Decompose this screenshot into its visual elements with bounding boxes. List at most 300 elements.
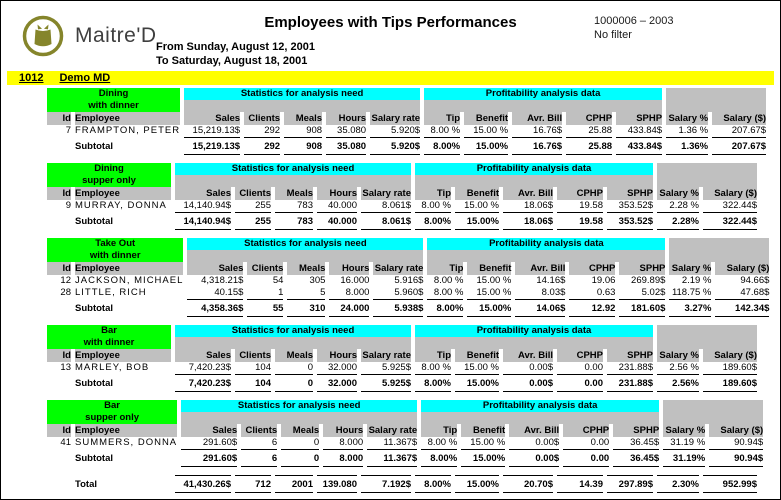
report-filter: No filter [594,29,632,41]
category-line2: with dinner [89,250,141,261]
column-header-row [47,349,757,362]
revenue-center-name: Demo MD [59,72,111,84]
subtotal-salary-pct: 3.27% [669,299,711,317]
col-header-salary-amt: Salary ($) [720,425,764,436]
cell-clients: 1 [278,287,284,298]
subtotal-clients: 6 [241,449,277,467]
cell-sphp: 231.88$ [618,362,653,373]
cell-tip: 8.00 % [421,200,451,211]
cell-salary-rate: 5.925$ [381,362,411,373]
cell-clients: 104 [255,362,271,373]
column-header-row [47,262,769,275]
cell-id-empty [47,475,71,493]
cell-sales: 291.60$ [202,437,238,448]
cell-meals: 305 [309,275,326,286]
profit-group-cell [415,163,653,187]
subtotal-tip: 8.00% [415,212,451,230]
cell-benefit: 15.00 % [476,287,512,298]
col-header-employee: Employee [75,188,120,199]
cell-benefit: 15.00 % [470,437,506,448]
col-header-benefit: Benefit [479,263,512,274]
col-header-sales: Sales [218,263,244,274]
col-header-sales: Sales [215,113,241,124]
col-header-cphp: CPHP [576,350,603,361]
category-line2: supper only [85,412,139,423]
cell-salary-pct: 1.36 % [678,125,709,136]
subtotal-hours: 40.000 [317,212,357,230]
subtotal-meals: 908 [284,137,322,155]
cell-salary-pct: 118.75 % [671,287,712,298]
col-header-salary-rate: Salary rate [371,113,421,124]
total-tip: 8.00% [415,475,451,493]
report-meta [594,14,674,42]
report-number: 1000006 – 2003 [594,15,674,27]
stats-group-cell [175,325,411,349]
cell-sphp: 36.45$ [630,437,660,448]
cell-salary-amt: 90.94$ [734,437,764,448]
total-row [47,475,757,493]
subtotal-clients: 104 [235,374,271,392]
col-header-meals: Meals [286,188,313,199]
subtotal-tip: 8.00% [421,449,457,467]
cell-sales: 15,219.13$ [192,125,241,136]
col-header-hours: Hours [329,350,357,361]
col-header-avr-bill: Avr. Bill [530,263,566,274]
total-avr-bill: 20.70$ [503,475,553,493]
category-line1: Dining [98,88,129,99]
employee-row [47,125,766,137]
cell-sphp: 433.84$ [627,125,663,136]
subtotal-hours: 35.080 [326,137,366,155]
stats-group-cell [181,400,417,424]
cell-meals: 0 [313,437,320,448]
cell-tip: 8.00 % [433,287,464,298]
cell-hours: 32.000 [327,362,357,373]
stats-group-cell [184,88,420,112]
category-line2: with dinner [83,337,135,348]
subtotal-salary-rate: 8.061$ [361,212,411,230]
col-header-salary-rate: Salary rate [362,350,411,361]
subtotal-clients: 55 [247,299,283,317]
total-salary-rate: 7.192$ [361,475,411,493]
cell-sales: 40.15$ [214,287,244,298]
cell-hours: 16.000 [340,275,370,286]
col-header-id: Id [62,188,71,199]
cell-salary-amt: 207.67$ [731,125,767,136]
cell-avr-bill: 18.06$ [523,200,553,211]
cell-id-empty [47,449,71,467]
report-table [43,325,761,392]
col-header-avr-bill: Avr. Bill [527,113,563,124]
subtotal-benefit: 15.00% [467,299,511,317]
category-label [47,88,180,112]
subtotal-row [47,449,763,467]
col-header-employee: Employee [75,350,120,361]
cell-salary-amt: 94.66$ [740,275,770,286]
total-benefit: 15.00% [455,475,499,493]
subtotal-cphp: 19.58 [557,212,603,230]
col-header-meals: Meals [298,263,326,274]
col-header-id: Id [62,425,71,436]
total-label: Total [75,478,97,490]
cell-benefit: 15.00 % [476,275,512,286]
col-header-salary-amt: Salary ($) [714,188,757,199]
cell-salary-rate: 5.920$ [391,125,421,136]
cell-salary-amt: 47.68$ [740,287,770,298]
col-header-benefit: Benefit [466,188,499,199]
cell-cphp: 19.58 [579,200,603,211]
col-header-sphp: SPHP [627,350,653,361]
column-header-row [47,112,766,125]
col-header-employee: Employee [75,113,120,124]
subtotal-salary-amt: 189.60$ [703,374,757,392]
col-header-hours: Hours [341,263,370,274]
cell-salary-rate: 8.061$ [381,200,411,211]
subtotal-sphp: 353.52$ [607,212,653,230]
cell-salary-pct: 2.28 % [669,200,699,211]
category-line1: Dining [94,163,124,174]
cell-tip: 8.00 % [427,437,458,448]
revenue-center [19,72,110,84]
col-header-clients: Clients [251,263,284,274]
cell-employee: SUMMERS, DONNA [75,437,178,448]
col-header-hours: Hours [329,188,357,199]
col-header-salary-amt: Salary ($) [726,263,770,274]
subtotal-sphp: 181.60$ [619,299,665,317]
subtotal-tip: 8.00% [415,374,451,392]
col-header-sphp: SPHP [627,188,653,199]
cell-employee: LITTLE, RICH [75,287,147,298]
category-label [47,163,171,187]
category-line1: Take Out [95,238,136,249]
cell-id: 28 [60,287,71,298]
cell-sales: 14,140.94$ [183,200,231,211]
cell-clients: 6 [271,437,278,448]
col-header-cphp: CPHP [582,425,610,436]
subtotal-benefit: 15.00% [455,374,499,392]
profit-group-cell [424,88,662,112]
cell-employee: MURRAY, DONNA [75,200,167,211]
section-band [47,88,766,112]
cell-salary-rate: 5.916$ [394,275,424,286]
cell-sphp: 353.52$ [618,200,653,211]
stats-group-cell [175,163,411,187]
cell-employee: MARLEY, BOB [75,362,150,373]
subtotal-hours: 24.000 [329,299,369,317]
cell-hours: 40.000 [327,200,357,211]
cell-tip: 8.00 % [421,362,451,373]
subtotal-meals: 310 [287,299,325,317]
stats-group-cell [187,238,423,262]
stats-group-header: Statistics for analysis need [175,325,411,337]
col-header-salary-pct: Salary % [668,113,709,124]
subtotal-salary-pct: 1.36% [666,137,708,155]
col-header-benefit: Benefit [472,425,506,436]
subtotal-row [47,137,766,155]
total-sphp: 297.89$ [607,475,653,493]
section-band [47,400,763,424]
cell-id: 13 [60,362,71,373]
col-header-id: Id [62,263,71,274]
col-header-salary-rate: Salary rate [362,188,411,199]
stats-group-header: Statistics for analysis need [187,238,423,250]
report-table [43,163,761,230]
subtotal-sales: 7,420.23$ [175,374,231,392]
col-header-salary-pct: Salary % [671,263,712,274]
subtotal-meals: 0 [281,449,319,467]
cell-hours: 8.000 [339,437,364,448]
stats-group-header: Statistics for analysis need [184,88,420,100]
report-table [43,88,770,155]
subtotal-cphp: 0.00 [563,449,609,467]
col-header-id: Id [62,113,71,124]
col-header-meals: Meals [286,350,313,361]
col-header-avr-bill: Avr. Bill [524,425,560,436]
subtotal-sphp: 231.88$ [607,374,653,392]
col-header-clients: Clients [239,188,271,199]
cell-sphp: 5.02$ [641,287,666,298]
cell-cphp: 19.06 [591,275,616,286]
employee-row [47,200,757,212]
subtotal-benefit: 15.00% [455,212,499,230]
category-label [47,400,177,424]
band-tail-cell [657,325,757,349]
category-label [47,325,171,349]
revenue-center-code: 1012 [19,72,44,84]
subtotal-sales: 291.60$ [181,449,237,467]
cell-id: 41 [60,437,71,448]
revenue-center-bar [7,71,774,85]
col-header-sphp: SPHP [636,113,663,124]
subtotal-salary-amt: 90.94$ [709,449,763,467]
subtotal-avr-bill: 16.76$ [512,137,562,155]
cell-meals: 783 [297,200,313,211]
col-header-sales: Sales [212,425,238,436]
col-header-meals: Meals [295,113,323,124]
subtotal-sales: 14,140.94$ [175,212,231,230]
band-tail-cell [666,88,766,112]
col-header-clients: Clients [248,113,281,124]
col-header-sales: Sales [206,188,231,199]
band-tail-cell [657,163,757,187]
cell-salary-amt: 189.60$ [722,362,757,373]
col-header-tip: Tip [443,425,458,436]
cell-avr-bill: 0.00$ [529,362,553,373]
col-header-avr-bill: Avr. Bill [517,350,553,361]
cell-id: 7 [65,125,71,136]
cell-benefit: 15.00 % [464,362,499,373]
subtotal-meals: 0 [275,374,313,392]
col-header-sales: Sales [206,350,231,361]
subtotal-avr-bill: 0.00$ [509,449,559,467]
cell-meals: 908 [306,125,323,136]
subtotal-sphp: 36.45$ [613,449,659,467]
stats-group-header: Statistics for analysis need [181,400,417,412]
subtotal-tip: 8.00% [427,299,463,317]
cell-clients: 255 [255,200,271,211]
cell-salary-pct: 31.19 % [670,437,706,448]
col-header-salary-pct: Salary % [659,188,699,199]
section-band [47,163,757,187]
subtotal-sales: 4,358.36$ [187,299,243,317]
col-header-avr-bill: Avr. Bill [517,188,553,199]
cell-salary-rate: 5.960$ [394,287,424,298]
col-header-clients: Clients [239,350,271,361]
total-meals: 2001 [275,475,313,493]
col-header-sphp: SPHP [633,425,660,436]
col-header-salary-pct: Salary % [659,350,699,361]
cell-id-empty [47,212,71,230]
subtotal-avr-bill: 0.00$ [503,374,553,392]
col-header-salary-pct: Salary % [665,425,706,436]
stats-group-header: Statistics for analysis need [175,163,411,175]
cell-cphp: 0.00 [584,362,603,373]
cell-avr-bill: 0.00$ [535,437,560,448]
section-band [47,325,757,349]
col-header-hours: Hours [338,113,367,124]
cell-sales: 4,318.21$ [201,275,244,286]
col-header-cphp: CPHP [588,263,616,274]
subtotal-tip: 8.00% [424,137,460,155]
subtotal-sphp: 433.84$ [616,137,662,155]
cell-sales: 7,420.23$ [188,362,231,373]
subtotal-salary-pct: 2.56% [657,374,699,392]
cell-salary-pct: 2.19 % [681,275,712,286]
subtotal-benefit: 15.00% [464,137,508,155]
col-header-sphp: SPHP [639,263,666,274]
profit-group-cell [415,325,653,349]
cell-tip: 8.00 % [430,125,461,136]
total-salary-pct: 2.30% [657,475,699,493]
total-sales: 41,430.26$ [175,475,231,493]
column-header-row [47,187,757,200]
employee-row [47,287,769,299]
subtotal-salary-amt: 142.34$ [715,299,769,317]
cell-salary-pct: 2.56 % [669,362,699,373]
report-title: Employees with Tips Performances [264,14,517,31]
subtotal-salary-rate: 11.367$ [367,449,417,467]
subtotal-row [47,212,757,230]
subtotal-label: Subtotal [75,215,113,227]
report-period [156,40,315,68]
col-header-benefit: Benefit [475,113,509,124]
period-from: From Sunday, August 12, 2001 [156,41,315,53]
profit-group-header: Profitability analysis data [427,238,665,250]
cell-id: 12 [60,275,71,286]
profit-group-cell [421,400,659,424]
col-header-tip: Tip [436,350,451,361]
profit-group-header: Profitability analysis data [415,325,653,337]
col-header-employee: Employee [75,263,120,274]
subtotal-label: Subtotal [75,452,113,464]
cell-cphp: 0.00 [590,437,610,448]
subtotal-cphp: 0.00 [557,374,603,392]
subtotal-salary-rate: 5.925$ [361,374,411,392]
cell-id: 9 [65,200,71,211]
employee-row [47,362,757,374]
subtotal-label: Subtotal [75,377,113,389]
subtotal-salary-rate: 5.920$ [370,137,420,155]
employee-row [47,437,763,449]
cell-tip: 8.00 % [433,275,464,286]
col-header-salary-amt: Salary ($) [714,350,757,361]
profit-group-header: Profitability analysis data [424,88,662,100]
subtotal-row [47,299,769,317]
subtotal-salary-rate: 5.938$ [373,299,423,317]
cell-avr-bill: 8.03$ [541,287,566,298]
subtotal-cphp: 25.88 [566,137,612,155]
col-header-tip: Tip [446,113,461,124]
cell-avr-bill: 14.16$ [536,275,566,286]
subtotal-label: Subtotal [75,302,113,314]
col-header-id: Id [62,350,71,361]
section-band [47,238,769,262]
subtotal-salary-pct: 31.19% [663,449,705,467]
col-header-benefit: Benefit [466,350,499,361]
col-header-cphp: CPHP [585,113,613,124]
subtotal-salary-pct: 2.28% [657,212,699,230]
col-header-tip: Tip [436,188,451,199]
cell-cphp: 25.88 [588,125,613,136]
cell-cphp: 0.63 [596,287,616,298]
cell-salary-rate: 11.367$ [383,437,418,448]
cell-meals: 5 [320,287,326,298]
cell-avr-bill: 16.76$ [533,125,563,136]
profit-group-header: Profitability analysis data [415,163,653,175]
total-cphp: 14.39 [557,475,603,493]
cell-employee: JACKSON, MICHAEL [75,275,184,286]
col-header-cphp: CPHP [576,188,603,199]
employee-row [47,275,769,287]
subtotal-clients: 292 [244,137,280,155]
category-line1: Bar [101,325,117,336]
cell-id-empty [47,299,71,317]
col-header-salary-amt: Salary ($) [723,113,767,124]
subtotal-sales: 15,219.13$ [184,137,240,155]
report-body [1,88,781,500]
subtotal-salary-amt: 322.44$ [703,212,757,230]
subtotal-meals: 783 [275,212,313,230]
subtotal-avr-bill: 18.06$ [503,212,553,230]
report-table [43,238,773,317]
subtotal-cphp: 12.92 [569,299,615,317]
category-line2: supper only [82,175,136,186]
cell-clients: 292 [264,125,281,136]
cell-hours: 8.000 [345,287,370,298]
category-line1: Bar [104,400,120,411]
subtotal-avr-bill: 14.06$ [515,299,565,317]
col-header-salary-rate: Salary rate [368,425,418,436]
total-hours: 139.080 [317,475,357,493]
cell-benefit: 15.00 % [464,200,499,211]
subtotal-hours: 32.000 [317,374,357,392]
subtotal-label: Subtotal [75,140,113,152]
cell-employee: FRAMPTON, PETER [75,125,181,136]
band-tail-cell [669,238,769,262]
col-header-clients: Clients [245,425,278,436]
total-clients: 712 [235,475,271,493]
cell-salary-amt: 322.44$ [722,200,757,211]
col-header-meals: Meals [292,425,320,436]
subtotal-hours: 8.000 [323,449,363,467]
category-label [47,238,183,262]
profit-group-cell [427,238,665,262]
cell-sphp: 269.89$ [631,275,666,286]
report-table [43,475,761,493]
subtotal-row [47,374,757,392]
cell-id-empty [47,137,71,155]
subtotal-salary-amt: 207.67$ [712,137,766,155]
